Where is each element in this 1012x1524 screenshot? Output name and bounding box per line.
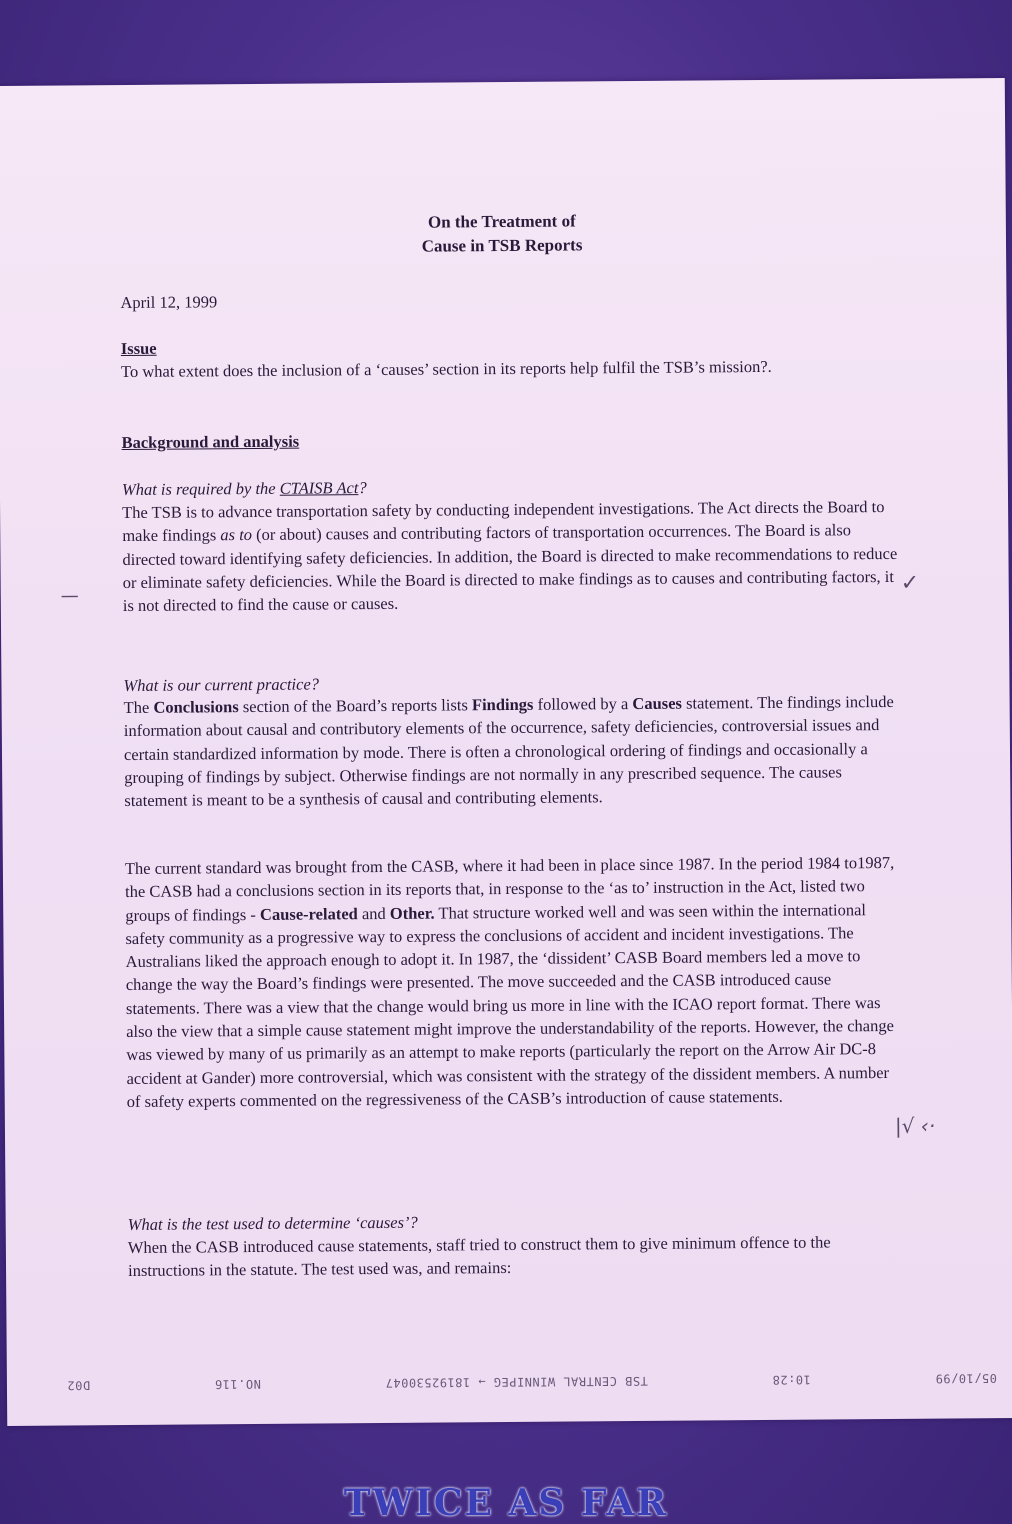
fax-header-strip: [67, 1371, 997, 1392]
fax-page: D02: [66, 1378, 91, 1393]
handwritten-scribble-icon: |√ ‹·: [894, 1113, 936, 1138]
fax-sender: TSB CENTRAL WINNIPEG → 18192530047: [385, 1373, 648, 1390]
fax-number: NO.116: [214, 1376, 261, 1392]
handwritten-checkmark-icon: ✓: [900, 570, 920, 596]
background-heading: Background and analysis: [121, 431, 300, 453]
paragraph-current-standard: The current standard was brought from the CASB, where it had been in place since 1987. In the period 1984 to1987, the CASB had a conclusions section in its reports that, in response to the ‘as to’ instruction in the Act, listed two groups of findings - Cause-related and Other. That structure worked well and was seen within the international safety community as a progressive way to express the conclusions of accident and incident investigations. The Australians liked the approach enough to adopt it. In 1987, the ‘dissident’ CASB Board members led a move to change the way the Board’s findings were presented. The move succeeded and the CASB introduced cause statements. There was a view that the change would bring us more in line with the ICAO report format. There was also the view that a simple cause statement might improve the understandability of the reports. However, the change was viewed by many of us primarily as an attempt to make reports (particularly the report on the Arrow Air DC-8 accident at Gander) more controversial, which was consistent with the strategy of the dissident members. A number of safety experts commented on the regressiveness of the CASB’s introduction of cause statements.: [124, 852, 895, 1111]
document-date: April 12, 1999: [120, 292, 218, 313]
watermark-text: TWICE AS FAR: [343, 1482, 669, 1524]
document-title: On the Treatment of Cause in TSB Reports: [421, 211, 583, 256]
issue-text: To what extent does the inclusion of a ‘causes’ section in its reports help fulfil the TSB’s mission?.: [120, 356, 772, 382]
issue-heading: Issue: [120, 338, 157, 359]
paragraph-test-used: When the CASB introduced cause statements, staff tried to construct them to give minimum offence to the instructions in the statute. The test used was, and remains:: [127, 1232, 831, 1281]
fax-time: 10:28: [772, 1372, 811, 1387]
document-page: [0, 78, 1012, 1426]
question-required-by-act: What is required by the CTAISB Act?: [121, 478, 367, 500]
question-test-for-causes: What is the test used to determine ‘causes’?: [127, 1212, 418, 1234]
handwritten-dash-icon: —: [60, 585, 79, 607]
question-current-practice: What is our current practice?: [123, 674, 320, 696]
fax-date: 05/10/99: [935, 1371, 997, 1386]
paragraph-current-practice: The Conclusions section of the Board’s reports lists Findings followed by a Causes statement. The findings include information about causal and contributory elements of the occurrence, safety deficiencies, controversial issues and certain standardized information by mode. There is often a chronological ordering of findings and occasionally a grouping of findings by subject. Otherwise findings are not normally in any prescribed sequence. The causes statement is meant to be a synthesis of causal and contributing elements.: [123, 691, 894, 811]
paragraph-act-requirements: The TSB is to advance transportation safety by conducting independent investigations. The Act directs the Board to make findings as to (or about) causes and contributing factors of transportation occurrences. The Board is also directed toward identifying safety deficiencies. In addition, the Board is directed to make recommendations to reduce or eliminate safety deficiencies. While the Board is directed to make findings as to causes and contributing factors, it is not directed to find the cause or causes.: [122, 497, 898, 616]
